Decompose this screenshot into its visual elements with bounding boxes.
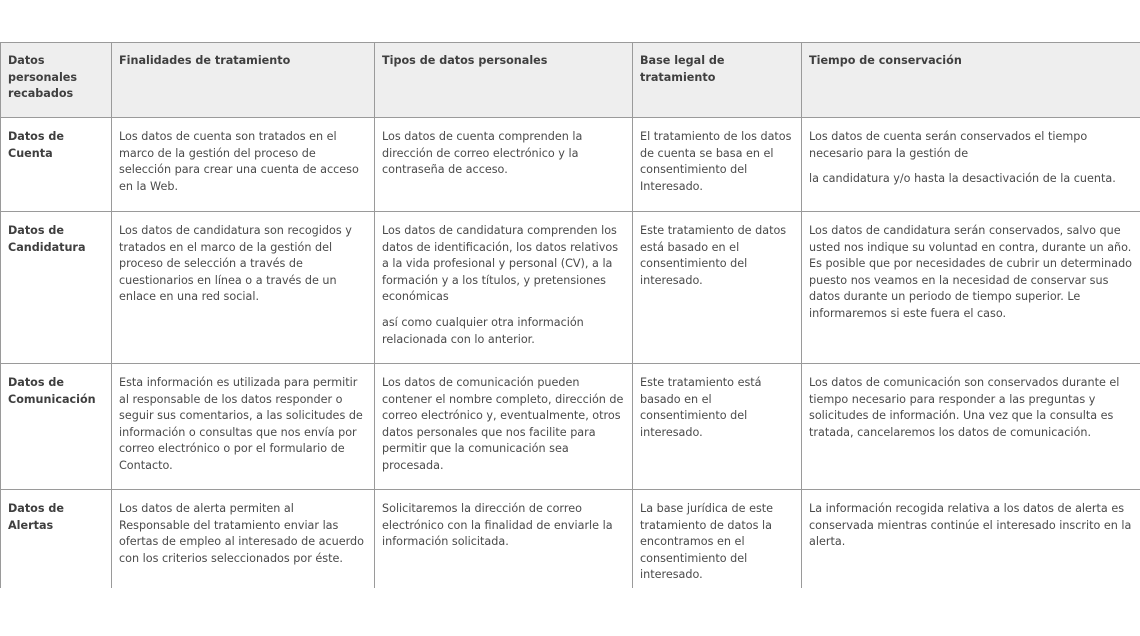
cell-tipos [375, 212, 633, 364]
header-base-legal: Base legal de tratamiento [633, 43, 802, 118]
data-protection-table [0, 42, 1140, 588]
cell-text: Los datos de alerta permiten al Responsable del tratamiento enviar las ofertas de empleo al interesado de acuerdo con los criterios seleccionados por éste. [119, 502, 364, 565]
table-row [1, 118, 1140, 212]
cell-text: Los datos de candidatura serán conservados, salvo que usted nos indique su voluntad en contra, durante un año. Es posible que por necesidades de cubrir un determinado puesto nos veamos en la necesidad de conservar sus datos durante un periodo de tiempo superior. Le informaremos si este fuera el caso. [809, 224, 1133, 320]
cell-base-legal [633, 490, 802, 589]
cell-text: Los datos de cuenta serán conservados el tiempo necesario para la gestión de [809, 130, 1088, 160]
cell-text: Los datos de comunicación pueden contener el nombre completo, dirección de correo electrónico y, eventualmente, otros datos personales que nos facilite para permitir que la comunicación sea procesada. [382, 376, 624, 472]
cell-tiempo [802, 490, 1140, 589]
cell-base-legal [633, 118, 802, 212]
row-category: Datos de Candidatura [1, 212, 112, 364]
cell-tipos [375, 490, 633, 589]
cell-finalidad [112, 118, 375, 212]
cell-text: Solicitaremos la dirección de correo electrónico con la finalidad de enviarle la información solicitada. [382, 502, 613, 549]
table-row [1, 490, 1140, 589]
cell-finalidad [112, 212, 375, 364]
row-category: Datos de Cuenta [1, 118, 112, 212]
cell-text: Los datos de cuenta comprenden la dirección de correo electrónico y la contraseña de acceso. [382, 130, 583, 177]
cell-text: Los datos de cuenta son tratados en el marco de la gestión del proceso de selección para crear una cuenta de acceso en la Web. [119, 130, 359, 193]
cell-base-legal [633, 212, 802, 364]
cell-tiempo [802, 212, 1140, 364]
cell-text: El tratamiento de los datos de cuenta se basa en el consentimiento del Interesado. [640, 130, 792, 193]
cell-finalidad [112, 490, 375, 589]
cell-base-legal [633, 364, 802, 490]
cell-text: así como cualquier otra información relacionada con lo anterior. [382, 315, 584, 346]
cell-text: La información recogida relativa a los datos de alerta es conservada mientras continúe el interesado inscrito en la alerta. [809, 502, 1132, 549]
header-datos-recabados: Datos personales recabados [1, 43, 112, 118]
cell-text: la candidatura y/o hasta la desactivación de la cuenta. [809, 172, 1116, 186]
cell-text: Este tratamiento está basado en el consentimiento del interesado. [640, 376, 762, 439]
table-header-row [1, 43, 1140, 118]
cell-text: La base jurídica de este tratamiento de datos la encontramos en el consentimiento del interesado. [640, 502, 774, 582]
header-tiempo-conservacion: Tiempo de conservación [802, 43, 1140, 118]
header-finalidades: Finalidades de tratamiento [112, 43, 375, 118]
cell-text: Los datos de candidatura son recogidos y tratados en el marco de la gestión del proceso de selección a través de cuestionarios en línea o a través de un enlace en una red social. [119, 224, 352, 304]
table-row [1, 364, 1140, 490]
cell-tipos [375, 364, 633, 490]
cell-tipos [375, 118, 633, 212]
cell-text: Los datos de candidatura comprenden los datos de identificación, los datos relativos a la vida profesional y personal (CV), a la formación y a los títulos, y pretensiones económicas [382, 224, 619, 304]
cell-text: Este tratamiento de datos está basado en el consentimiento del interesado. [640, 224, 787, 287]
table-row [1, 212, 1140, 364]
cell-text: Esta información es utilizada para permitir al responsable de los datos responder o seguir sus comentarios, a las solicitudes de información o consultas que nos envía por correo electrónico o por el formulario de Contacto. [119, 376, 363, 472]
cell-tiempo [802, 118, 1140, 212]
cell-finalidad [112, 364, 375, 490]
cell-tiempo [802, 364, 1140, 490]
header-tipos-datos: Tipos de datos personales [375, 43, 633, 118]
cell-text: Los datos de comunicación son conservados durante el tiempo necesario para responder a las preguntas y solicitudes de información. Una vez que la consulta es tratada, cancelaremos los datos de comunicación. [809, 376, 1120, 439]
data-protection-table-container [0, 42, 1140, 588]
row-category: Datos de Alertas [1, 490, 112, 589]
row-category: Datos de Comunicación [1, 364, 112, 490]
